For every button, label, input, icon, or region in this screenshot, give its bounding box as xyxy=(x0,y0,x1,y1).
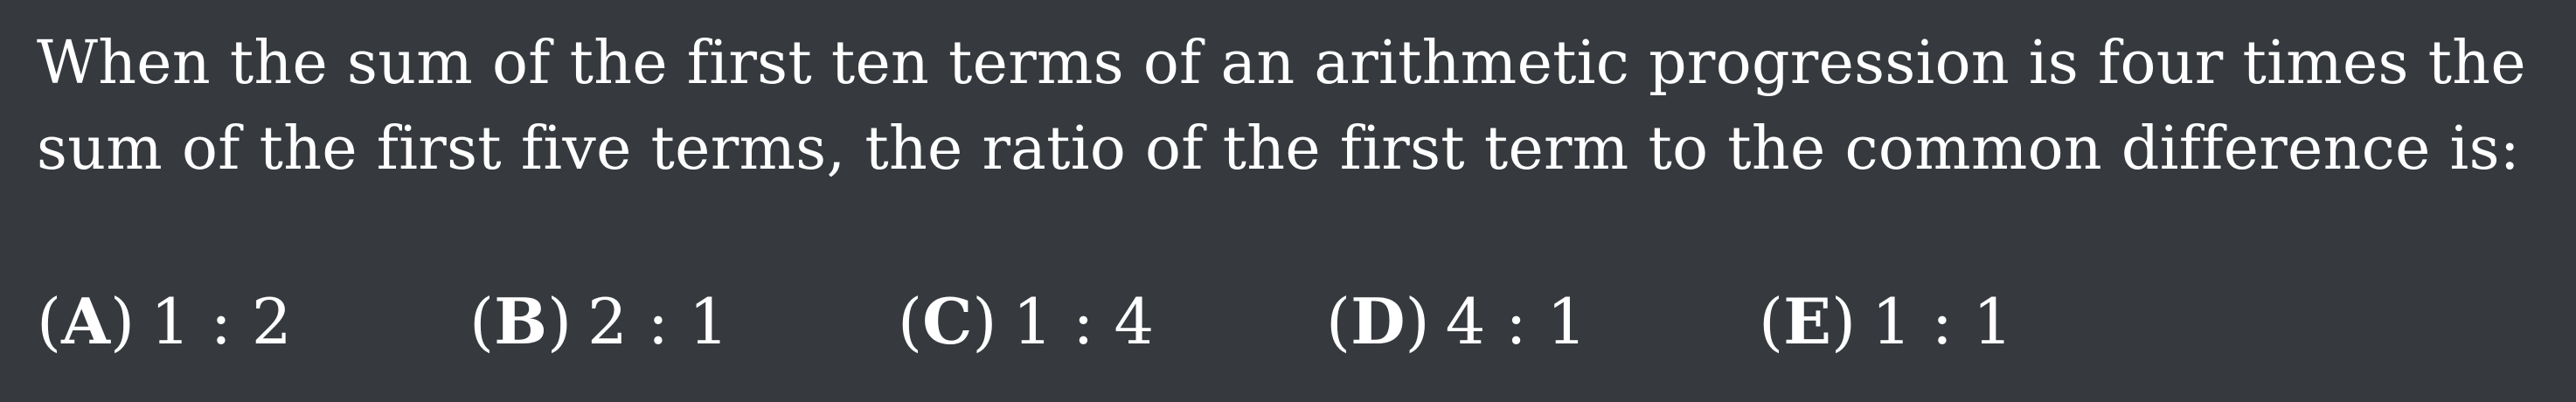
choice-c[interactable]: (C) 1 : 4 xyxy=(898,284,1155,358)
question-line-2: sum of the first five terms, the ratio of the first term to the common difference is: xyxy=(37,114,2520,184)
choice-c-letter: C xyxy=(922,284,973,358)
choice-a-value: 1 : 2 xyxy=(150,285,292,358)
answer-choices xyxy=(37,278,2554,365)
choice-d-letter: D xyxy=(1350,284,1406,358)
question-text xyxy=(37,21,2554,192)
choice-d[interactable]: (D) 4 : 1 xyxy=(1326,284,1587,358)
choice-c-value: 1 : 4 xyxy=(1012,285,1155,358)
choice-b[interactable]: (B) 2 : 1 xyxy=(469,284,729,358)
choice-e-letter: E xyxy=(1783,284,1831,358)
choice-a-letter: A xyxy=(61,284,110,358)
choice-a[interactable]: (A) 1 : 2 xyxy=(37,284,292,358)
choice-b-value: 2 : 1 xyxy=(587,285,729,358)
choice-b-letter: B xyxy=(494,284,547,358)
choice-d-value: 4 : 1 xyxy=(1445,285,1587,358)
choice-e[interactable]: (E) 1 : 1 xyxy=(1759,284,2013,358)
question-line-1: When the sum of the first ten terms of an arithmetic progression is four times the xyxy=(37,29,2526,98)
choice-e-value: 1 : 1 xyxy=(1871,285,2013,358)
